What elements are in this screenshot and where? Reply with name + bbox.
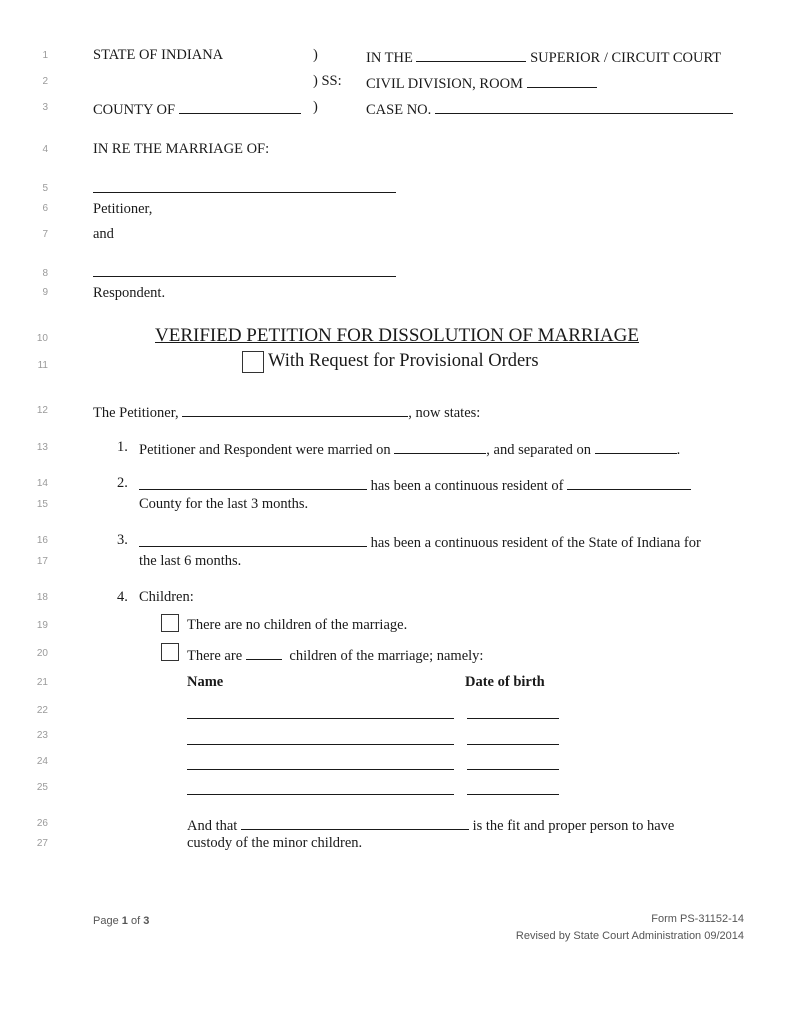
item1-line — [139, 439, 680, 459]
line-number: 18 — [36, 592, 48, 603]
page-prefix: Page — [93, 915, 119, 927]
children-count-field[interactable] — [246, 645, 282, 660]
county-text: COUNTY OF — [93, 102, 176, 118]
line-number: 15 — [36, 499, 48, 510]
in-the-label: IN THE — [366, 50, 413, 66]
item1-end: . — [676, 442, 681, 458]
case-number-field[interactable] — [435, 99, 733, 114]
case-number-line — [366, 99, 733, 119]
custodian-name-field[interactable] — [241, 815, 469, 830]
item1-separated: , and separated on — [486, 442, 591, 458]
line-number: 3 — [42, 102, 48, 113]
petitioner-name-field[interactable] — [93, 192, 396, 193]
respondent-label: Respondent. — [93, 285, 166, 301]
intro-pre: The Petitioner, — [93, 405, 179, 421]
division-line — [366, 73, 597, 93]
intro-line — [93, 402, 480, 422]
line-number: 6 — [42, 203, 48, 214]
custody-continuation: custody of the minor children. — [187, 835, 363, 851]
line-number: 12 — [36, 405, 48, 416]
line-number: 8 — [42, 268, 48, 279]
line-number: 19 — [36, 620, 48, 631]
item1-text: Petitioner and Respondent were married on — [139, 442, 391, 458]
line-number: 27 — [36, 838, 48, 849]
respondent-name-field[interactable] — [93, 276, 396, 277]
line-number: 11 — [37, 360, 48, 371]
court-type-label: SUPERIOR / CIRCUIT COURT — [530, 50, 722, 66]
petitioner-field[interactable] — [182, 402, 408, 417]
caption-paren: ) — [313, 47, 318, 63]
children-namely-label: children of the marriage; namely: — [289, 648, 484, 664]
and-that-label: And that — [187, 818, 238, 834]
line-number: 1 — [42, 50, 48, 61]
item3-text: has been a continuous resident of the State of Indiana for — [370, 535, 701, 551]
provisional-orders-label: With Request for Provisional Orders — [268, 351, 539, 371]
court-line — [366, 47, 721, 67]
revision-note: Revised by State Court Administration 09/2014 — [515, 930, 744, 942]
has-children-line — [187, 645, 483, 665]
page-total: 3 — [143, 915, 150, 927]
county-label — [93, 99, 301, 119]
page-number: 1 — [121, 915, 128, 927]
item3-line — [139, 532, 701, 552]
children-name-header: Name — [187, 674, 224, 690]
item-number: 1. — [117, 439, 128, 455]
item3-continuation: the last 6 months. — [139, 553, 242, 569]
children-dob-header: Date of birth — [465, 674, 545, 690]
has-children-checkbox[interactable] — [161, 643, 179, 661]
county-field[interactable] — [179, 99, 301, 114]
marriage-date-field[interactable] — [394, 439, 486, 454]
item-number: 2. — [117, 475, 128, 491]
form-number: Form PS-31152-14 — [651, 913, 744, 925]
child-dob-field[interactable] — [467, 769, 559, 770]
custody-line — [187, 815, 674, 835]
line-number: 22 — [36, 705, 48, 716]
court-name-field[interactable] — [416, 47, 526, 62]
state-label: STATE OF INDIANA — [93, 47, 224, 63]
no-children-checkbox[interactable] — [161, 614, 179, 632]
custody-text: is the fit and proper person to have — [472, 818, 675, 834]
line-number: 4 — [42, 144, 48, 155]
line-number: 26 — [36, 818, 48, 829]
line-number: 23 — [36, 730, 48, 741]
item-number: 3. — [117, 532, 128, 548]
child-name-field[interactable] — [187, 744, 454, 745]
child-name-field[interactable] — [187, 769, 454, 770]
in-re-heading: IN RE THE MARRIAGE OF: — [93, 141, 270, 157]
page-indicator — [93, 915, 149, 927]
item2-line — [139, 475, 691, 495]
child-name-field[interactable] — [187, 718, 454, 719]
line-number: 2 — [42, 76, 48, 87]
line-number: 9 — [42, 287, 48, 298]
line-number: 25 — [36, 782, 48, 793]
page-title: VERIFIED PETITION FOR DISSOLUTION OF MARRIAGE — [155, 325, 639, 346]
county-resident-name-field[interactable] — [139, 475, 367, 490]
line-number: 14 — [36, 478, 48, 489]
no-children-label: There are no children of the marriage. — [187, 617, 408, 633]
caption-paren: ) — [313, 99, 318, 115]
there-are-label: There are — [187, 648, 243, 664]
line-number: 20 — [36, 648, 48, 659]
line-number: 24 — [36, 756, 48, 767]
line-number: 21 — [36, 677, 48, 688]
caption-ss: ) SS: — [313, 73, 342, 89]
line-number: 5 — [42, 183, 48, 194]
division-label: CIVIL DIVISION, ROOM — [366, 76, 523, 92]
room-field[interactable] — [527, 73, 597, 88]
line-number: 7 — [42, 229, 48, 240]
provisional-orders-checkbox[interactable] — [242, 351, 264, 373]
line-number: 10 — [36, 333, 48, 344]
and-label: and — [93, 226, 114, 242]
intro-post: , now states: — [408, 405, 481, 421]
case-no-label: CASE NO. — [366, 102, 432, 118]
line-number: 13 — [36, 442, 48, 453]
item2-text: has been a continuous resident of — [370, 478, 564, 494]
state-resident-name-field[interactable] — [139, 532, 367, 547]
children-heading: Children: — [139, 589, 194, 605]
child-name-field[interactable] — [187, 794, 454, 795]
resident-county-field[interactable] — [567, 475, 691, 490]
separation-date-field[interactable] — [595, 439, 677, 454]
child-dob-field[interactable] — [467, 744, 559, 745]
page-of: of — [130, 915, 141, 927]
item-number: 4. — [117, 589, 128, 605]
line-number: 17 — [36, 556, 48, 567]
child-dob-field[interactable] — [467, 718, 559, 719]
item2-continuation: County for the last 3 months. — [139, 496, 309, 512]
line-number: 16 — [36, 535, 48, 546]
petitioner-label: Petitioner, — [93, 201, 153, 217]
child-dob-field[interactable] — [467, 794, 559, 795]
